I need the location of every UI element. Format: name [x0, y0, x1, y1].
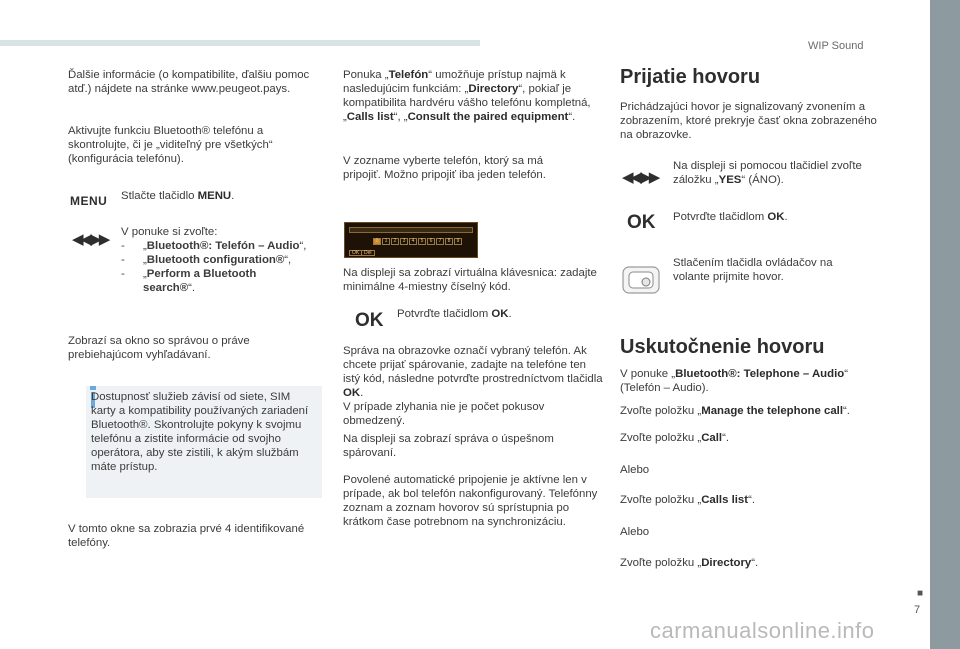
col2-pairing-message: Správa na obrazovke označí vybraný telefón. Ak chcete prijať spárovanie, zadajte na telefóne ten istý kód, následne potvrďte prostredníctvom tlačidla OK. V prípade zlyhania nie je počet pokusov obmedzený. [343, 345, 603, 427]
key: 8 [445, 238, 453, 245]
col2-pairing-success: Na displeji sa zobrazí správa o úspešnom spárovaní. [343, 433, 554, 459]
col3-select-yes: Na displeji si pomocou tlačidiel zvoľte záložku „YES“ (ÁNO). [673, 160, 862, 186]
list-item: - „Perform a Bluetooth search®“. [121, 268, 257, 294]
arrows-icon: ◀◀ ▶▶ [72, 231, 108, 248]
col3-or: Alebo [620, 464, 650, 476]
col1-search-window: Zobrazí sa okno so správou o práve prebiehajúcom vyhľadávaní. [68, 335, 250, 361]
section-sidebar [930, 0, 960, 649]
list-item: - „Bluetooth configuration®“, [121, 254, 292, 266]
menu-button-icon: MENU [70, 194, 108, 208]
key: 9 [454, 238, 462, 245]
col2-virtual-keyboard: Na displeji sa zobrazí virtuálna klávesnica: zadajte minimálne 4-miestny číselný kód. [343, 267, 597, 293]
key: 5 [418, 238, 426, 245]
key: 2 [391, 238, 399, 245]
step-choose-menu: V ponuke si zvoľte: [121, 226, 218, 238]
col3-option-calls-list: Zvoľte položku „Calls list“. [620, 494, 756, 506]
ok-button-icon: OK [355, 310, 384, 331]
col2-confirm-ok: Potvrďte tlačidlom OK. [397, 308, 512, 320]
page-number: 7 [914, 604, 921, 616]
screen-ok-button: OK [349, 250, 362, 256]
col3-option-manage: Zvoľte položku „Manage the telephone call“. [620, 405, 850, 417]
col1-first-phones: V tomto okne sa zobrazia prvé 4 identifikované telefóny. [68, 523, 305, 549]
heading-make-call: Uskutočnenie hovoru [620, 336, 825, 358]
col3-confirm-ok: Potvrďte tlačidlom OK. [673, 211, 788, 223]
page-marker: ■ [917, 588, 924, 599]
info-text: Dostupnosť služieb závisí od siete, SIM karty a kompatibility používaných zariadení Bluetooth®. Skontrolujte pokyny k svojmu telefónu a zistite informácie od svojho operátora, aby ste zistili, k akým službám máte prístup. [91, 391, 309, 473]
keyboard-screen-image [344, 222, 478, 258]
col3-menu-path: V ponuke „Bluetooth®: Telephone – Audio“ (Telefón – Audio). [620, 368, 849, 394]
arrows-icon: ◀◀ ▶▶ [622, 169, 658, 186]
code-entry-field [349, 227, 473, 233]
step-press-menu: Stlačte tlačidlo MENU. [121, 190, 235, 202]
ok-button-icon: OK [627, 212, 656, 233]
watermark: carmanualsonline.info [650, 618, 875, 643]
key: 1 [382, 238, 390, 245]
key: 7 [436, 238, 444, 245]
key: 3 [400, 238, 408, 245]
col3-option-directory: Zvoľte položku „Directory“. [620, 557, 759, 569]
col1-activate: Aktivujte funkciu Bluetooth® telefónu a skontrolujte, či je „viditeľný pre všetkých“ (konfigurácia telefónu). [68, 125, 273, 165]
col3-incoming-call: Prichádzajúci hovor je signalizovaný zvonením a zobrazením, ktoré prekryje časť okna zobrazeného na obrazovke. [620, 101, 877, 141]
key: 4 [409, 238, 417, 245]
col3-steering-answer: Stlačením tlačidla ovládačov na volante prijmite hovor. [673, 257, 833, 283]
screen-del-button: Del [361, 250, 375, 256]
steering-wheel-button-icon [622, 266, 660, 294]
col1-intro: Ďalšie informácie (o kompatibilite, ďalšiu pomoc atď.) nájdete na stránke www.peugeot.pays. [68, 69, 310, 95]
header-rule [0, 40, 480, 46]
key: 6 [427, 238, 435, 245]
key: 0 [373, 238, 381, 245]
col2-select-phone: V zozname vyberte telefón, ktorý sa má pripojiť. Možno pripojiť iba jeden telefón. [343, 155, 546, 181]
heading-receive-call: Prijatie hovoru [620, 66, 761, 88]
col3-option-call: Zvoľte položku „Call“. [620, 432, 730, 444]
col3-or: Alebo [620, 526, 650, 538]
col2-telephone-menu: Ponuka „Telefón“ umožňuje prístup najmä k nasledujúcim funkciám: „Directory“, pokiaľ je kompatibilita hardvéru vášho telefónu kompletná, „Calls list“, „Consult the paired equipment“. [343, 69, 591, 123]
list-item: - „Bluetooth®: Telefón – Audio“, [121, 240, 307, 252]
section-label: WIP Sound [808, 40, 864, 52]
col2-auto-connect: Povolené automatické pripojenie je aktívne len v prípade, ak bol telefón nakonfigurovaný. Telefónny zoznam a zoznam hovorov sú sprístupnia po krátkom čase potrebnom na synchronizáciu. [343, 474, 598, 528]
